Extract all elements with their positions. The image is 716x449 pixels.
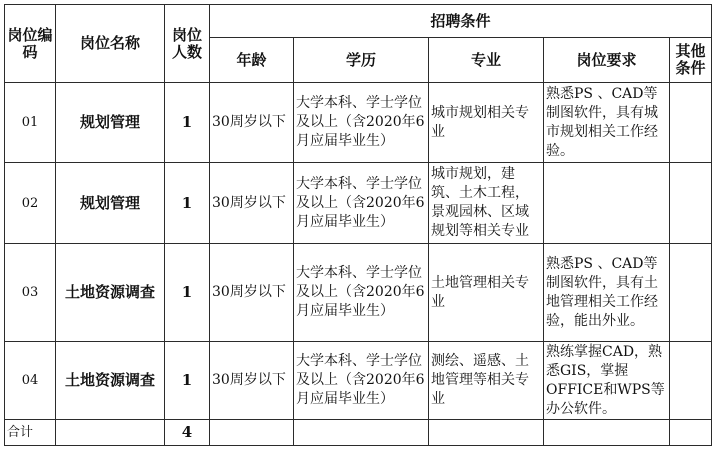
recruitment-table — [4, 4, 712, 446]
header-requirement: 岗位要求 — [544, 38, 670, 83]
row-name: 规划管理 — [56, 163, 165, 244]
total-count: 4 — [165, 420, 210, 446]
row-major: 城市规划相关专业 — [429, 83, 544, 163]
total-empty — [210, 420, 294, 446]
total-empty — [294, 420, 429, 446]
header-age: 年龄 — [210, 38, 294, 83]
row-count: 1 — [165, 342, 210, 420]
header-major: 专业 — [429, 38, 544, 83]
header-education: 学历 — [294, 38, 429, 83]
row-other — [670, 244, 712, 342]
header-count: 岗位人数 — [165, 5, 210, 83]
table-row — [5, 244, 712, 342]
row-count: 1 — [165, 163, 210, 244]
row-requirement — [544, 163, 670, 244]
row-requirement: 熟悉PS 、CAD等制图软件，具有城市规划相关工作经验。 — [544, 83, 670, 163]
header-code: 岗位编码 — [5, 5, 56, 83]
row-name: 土地资源调查 — [56, 342, 165, 420]
total-empty — [544, 420, 670, 446]
row-other — [670, 83, 712, 163]
row-code: 04 — [5, 342, 56, 420]
total-name-empty — [56, 420, 165, 446]
row-other — [670, 342, 712, 420]
header-row-top — [5, 5, 712, 38]
table-row — [5, 163, 712, 244]
header-other: 其他条件 — [670, 38, 712, 83]
row-major: 测绘、遥感、土地管理等相关专业 — [429, 342, 544, 420]
row-age: 30周岁以下 — [210, 83, 294, 163]
row-education: 大学本科、学士学位及以上（含2020年6月应届毕业生） — [294, 163, 429, 244]
total-row — [5, 420, 712, 446]
row-age: 30周岁以下 — [210, 163, 294, 244]
row-code: 01 — [5, 83, 56, 163]
row-code: 02 — [5, 163, 56, 244]
row-count: 1 — [165, 83, 210, 163]
row-requirement: 熟练掌握CAD，熟悉GIS，掌握OFFICE和WPS等办公软件。 — [544, 342, 670, 420]
row-count: 1 — [165, 244, 210, 342]
header-conditions: 招聘条件 — [210, 5, 712, 38]
row-age: 30周岁以下 — [210, 342, 294, 420]
total-empty — [429, 420, 544, 446]
row-major: 城市规划，建筑、土木工程，景观园林、区域规划等相关专业 — [429, 163, 544, 244]
table-row — [5, 342, 712, 420]
row-education: 大学本科、学士学位及以上（含2020年6月应届毕业生） — [294, 83, 429, 163]
table-row — [5, 83, 712, 163]
total-label: 合计 — [5, 420, 56, 446]
row-name: 规划管理 — [56, 83, 165, 163]
row-education: 大学本科、学士学位及以上（含2020年6月应届毕业生） — [294, 342, 429, 420]
total-empty — [670, 420, 712, 446]
row-name: 土地资源调查 — [56, 244, 165, 342]
row-major: 土地管理相关专业 — [429, 244, 544, 342]
header-name: 岗位名称 — [56, 5, 165, 83]
row-age: 30周岁以下 — [210, 244, 294, 342]
row-code: 03 — [5, 244, 56, 342]
row-other — [670, 163, 712, 244]
row-education: 大学本科、学士学位及以上（含2020年6月应届毕业生） — [294, 244, 429, 342]
row-requirement: 熟悉PS 、CAD等制图软件，具有土地管理相关工作经验，能出外业。 — [544, 244, 670, 342]
